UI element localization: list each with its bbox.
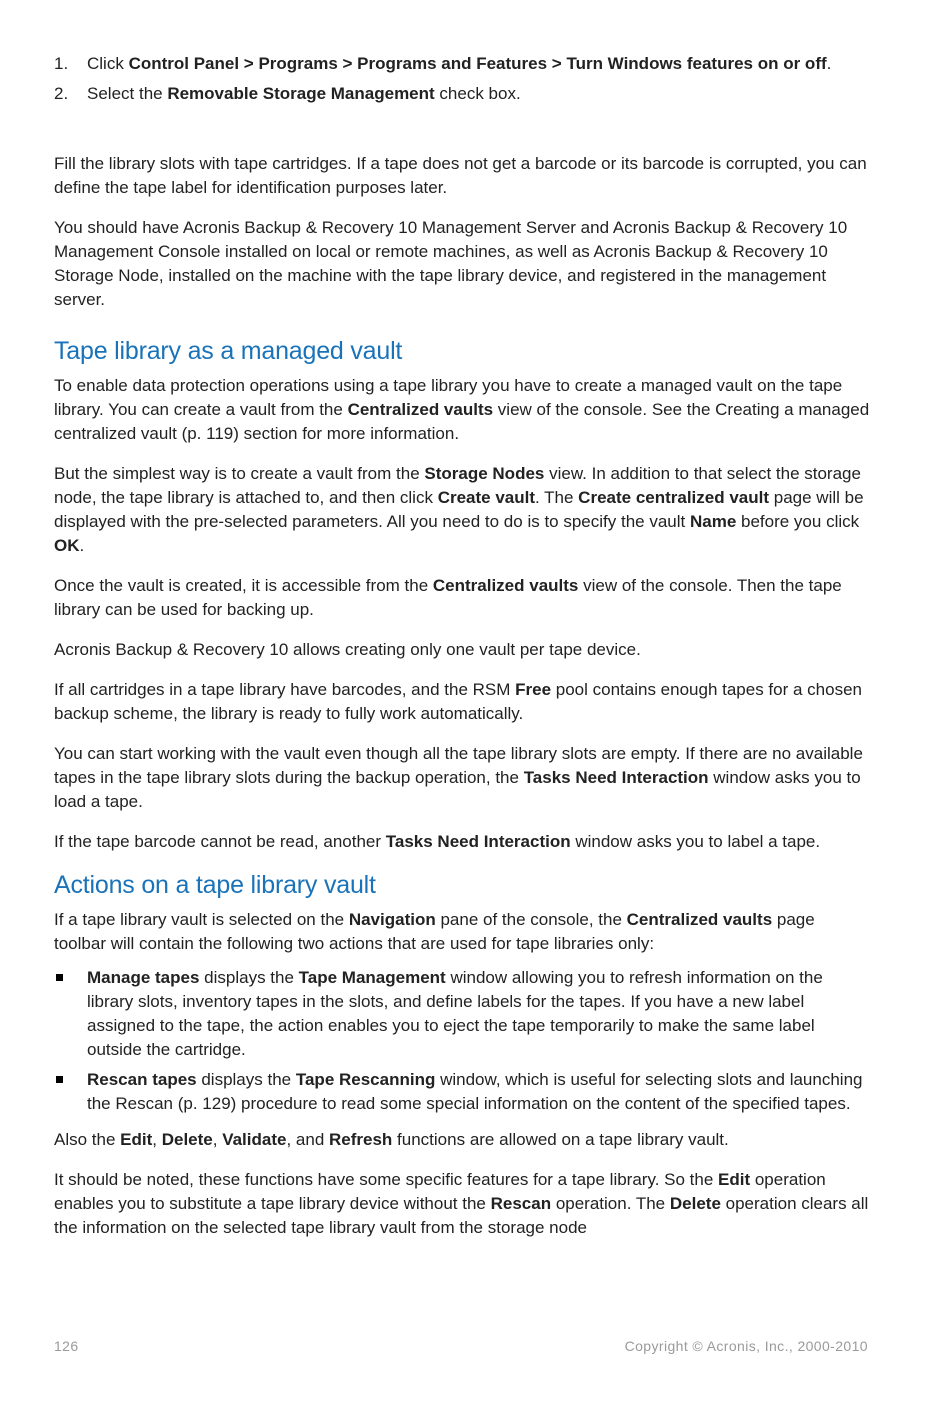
list-item: [54, 1068, 870, 1116]
section-heading: Actions on a tape library vault: [54, 871, 376, 899]
bold-term: Removable Storage Management: [167, 84, 435, 103]
bullet-list: [54, 966, 870, 1116]
page-number: 126: [54, 1338, 79, 1354]
bold-term: Tasks Need Interaction: [523, 768, 709, 787]
paragraph: [54, 1128, 870, 1152]
text-run: window allowing you to refresh information on the library slots, inventory tapes in the slots, and define labels for the tapes. If you have a new label assigned to the tape, the action enables you to eject the tape temporarily to make the same label outside the cartridge.: [87, 968, 823, 1059]
bullet-text: [87, 1068, 870, 1116]
page-content: [54, 52, 870, 1256]
text-run: Select the: [87, 84, 168, 103]
text-run: view of the console. Then the tape library can be used for backing up.: [54, 576, 842, 619]
section-heading: Tape library as a managed vault: [54, 337, 403, 365]
text-run: window, which is useful for selecting slots and launching the Rescan (p. 129) procedure to read some special information on the content of the specified tapes.: [87, 1070, 863, 1113]
text-run: Acronis Backup & Recovery 10 allows creating only one vault per tape device.: [54, 640, 641, 659]
bold-term: OK: [54, 536, 80, 555]
text-run: operation enables you to substitute a tape library device without the: [54, 1170, 826, 1213]
text-run: functions are allowed on a tape library vault.: [392, 1130, 729, 1149]
copyright-notice: Copyright © Acronis, Inc., 2000-2010: [624, 1338, 868, 1354]
text-run: page will be displayed with the pre-selected parameters. All you need to do is to specify the vault: [54, 488, 864, 531]
text-run: ,: [212, 1130, 223, 1149]
bold-term: Rescan tapes: [87, 1070, 197, 1089]
paragraph: [54, 638, 870, 662]
text-run: .: [826, 54, 832, 73]
bold-term: Storage Nodes: [424, 464, 545, 483]
text-run: page toolbar will contain the following two actions that are used for tape libraries only:: [54, 910, 815, 953]
text-run: ,: [152, 1130, 162, 1149]
paragraph: [54, 462, 870, 558]
bullet-marker-icon: [54, 966, 87, 1062]
bold-term: Name: [689, 512, 737, 531]
list-item: [54, 82, 870, 106]
bold-term: Edit: [120, 1130, 153, 1149]
text-run: If the tape barcode cannot be read, another: [54, 832, 386, 851]
paragraph: [54, 908, 870, 956]
text-run: If a tape library vault is selected on the: [54, 910, 349, 929]
step-number: 1.: [54, 54, 69, 73]
text-run: operation. The: [551, 1194, 670, 1213]
text-run: check box.: [434, 84, 521, 103]
paragraph: [54, 830, 870, 854]
bullet-text: [87, 966, 870, 1062]
text-run: operation clears all the information on the selected tape library vault from the storage node: [54, 1194, 869, 1237]
bold-term: Refresh: [329, 1130, 393, 1149]
paragraph: [54, 1168, 870, 1240]
bold-term: Navigation: [348, 910, 436, 929]
text-run: But the simplest way is to create a vault from the: [54, 464, 425, 483]
page-footer: [54, 1338, 868, 1354]
text-run: pool contains enough tapes for a chosen backup scheme, the library is ready to fully work automatically.: [54, 680, 862, 723]
list-item: [54, 966, 870, 1062]
bold-term: Delete: [161, 1130, 213, 1149]
text-run: pane of the console, the: [435, 910, 627, 929]
paragraph: [54, 574, 870, 622]
text-run: window asks you to label a tape.: [570, 832, 821, 851]
bold-term: Create centralized vault: [578, 488, 770, 507]
bold-term: Centralized vaults: [626, 910, 773, 929]
text-run: displays the: [196, 1070, 296, 1089]
paragraph: [54, 374, 870, 446]
text-run: Once the vault is created, it is accessible from the: [54, 576, 433, 595]
bold-term: Delete: [669, 1194, 721, 1213]
text-run: displays the: [199, 968, 299, 987]
bold-term: Tasks Need Interaction: [385, 832, 571, 851]
text-run: Also the: [54, 1130, 121, 1149]
text-run: Click: [87, 54, 129, 73]
text-run: , and: [286, 1130, 330, 1149]
text-run: view. In addition to that select the storage node, the tape library is attached to, and then click: [54, 464, 861, 507]
bold-term: Centralized vaults: [347, 400, 494, 419]
bold-term: Validate: [222, 1130, 287, 1149]
bold-term: Centralized vaults: [432, 576, 579, 595]
steps-list: [54, 52, 870, 106]
step-text: [87, 52, 831, 76]
bold-term: Control Panel > Programs > Programs and Features > Turn Windows features on or off: [128, 54, 827, 73]
paragraph: [54, 678, 870, 726]
bold-term: Rescan: [490, 1194, 552, 1213]
text-run: view of the console. See the Creating a managed centralized vault (p. 119) section for more information.: [54, 400, 870, 443]
bold-term: Tape Management: [298, 968, 446, 987]
text-run: You can start working with the vault even though all the tape library slots are empty. If there are no available tapes in the tape library slots during the backup operation, the: [54, 744, 863, 787]
text-run: If all cartridges in a tape library have barcodes, and the RSM: [54, 680, 516, 699]
text-run: . The: [535, 488, 579, 507]
bold-term: Tape Rescanning: [295, 1070, 436, 1089]
text-run: You should have Acronis Backup & Recovery 10 Management Server and Acronis Backup & Recovery 10 Management Console installed on local or remote machines, as well as Acronis Backup & Recovery 10 Storage Node, installed on the machine with the tape library device, and registered in the management server.: [54, 218, 848, 309]
text-run: .: [79, 536, 85, 555]
bullet-marker-icon: [54, 1068, 87, 1116]
step-text: [87, 82, 521, 106]
list-item: [54, 52, 870, 76]
paragraph: [54, 742, 870, 814]
text-run: Fill the library slots with tape cartridges. If a tape does not get a barcode or its barcode is corrupted, you can define the tape label for identification purposes later.: [54, 154, 867, 197]
paragraph: [54, 216, 870, 312]
text-run: To enable data protection operations using a tape library you have to create a managed vault on the tape library. You can create a vault from the: [54, 376, 843, 419]
bold-term: Create vault: [437, 488, 536, 507]
paragraph: [54, 152, 870, 200]
bold-term: Manage tapes: [87, 968, 200, 987]
bold-term: Edit: [718, 1170, 751, 1189]
bold-term: Free: [515, 680, 552, 699]
text-run: before you click: [736, 512, 860, 531]
step-number: 2.: [54, 84, 69, 103]
text-run: It should be noted, these functions have some specific features for a tape library. So the: [54, 1170, 719, 1189]
text-run: window asks you to load a tape.: [54, 768, 861, 811]
spacer: [54, 112, 870, 152]
